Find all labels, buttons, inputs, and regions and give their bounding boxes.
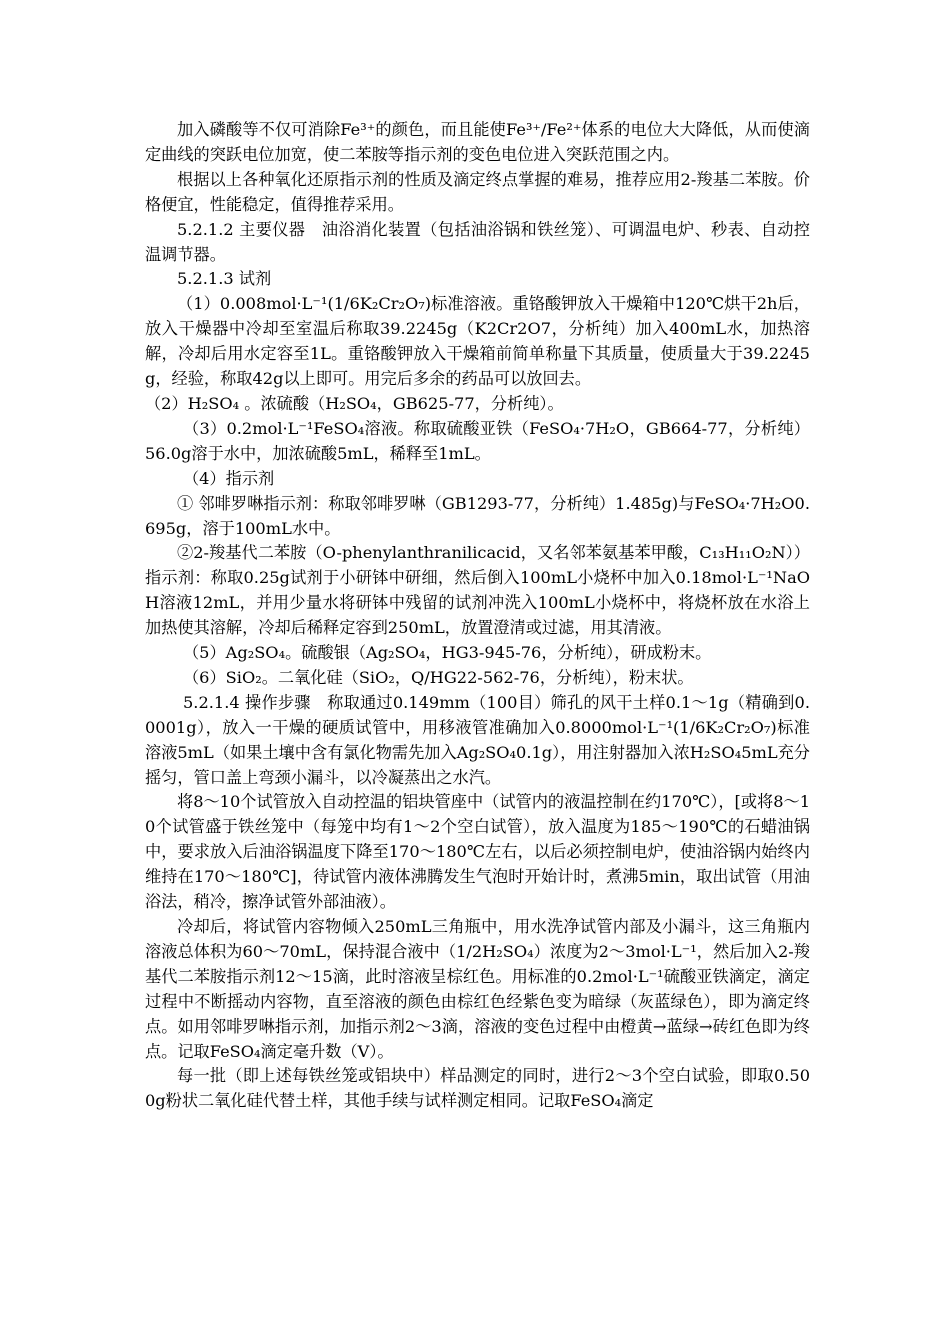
paragraph-indicator-recommendation: 根据以上各种氧化还原指示剂的性质及滴定终点掌握的难易，推荐应用2-羧基二苯胺。价格便宜，性能稳定，值得推荐采用。	[145, 169, 810, 214]
section-reagents-heading: 5.2.1.3 试剂	[177, 269, 272, 289]
reagent-6-silica: （6）SiO₂。二氧化硅（SiO₂，Q/HG22-562-76，分析纯），粉末状。	[183, 667, 694, 687]
reagent-4-indicator-heading: （4）指示剂	[183, 468, 275, 488]
section-main-instruments: 5.2.1.2 主要仪器 油浴消化装置（包括油浴锅和铁丝笼）、可调温电炉、秒表、自动控温调节器。	[145, 219, 810, 264]
paragraph-heating: 将8～10个试管放入自动控温的铝块管座中（试管内的液温控制在约170℃），[或将8～10个试管盛于铁丝笼中（每笼中均有1～2个空白试管），放入温度为185～190℃的石蜡油锅中，要求放入后油浴锅温度下降至170～180℃左右，以后必须控制电炉，使油浴锅内始终内维持在170～180℃]，待试管内液体沸腾发生气泡时开始计时，煮沸5min，取出试管（用油浴法，稍冷，擦净试管外部油液）。	[145, 792, 810, 912]
indicator-phenylanthranilic: ②2-羧基代二苯胺（O-phenylanthranilicacid，又名邻苯氨基苯甲酸，C₁₃H₁₁O₂N））指示剂：称取0.25g试剂于小研钵中研细，然后倒入100mL小烧杯中加入0.18mol·L⁻¹NaOH溶液12mL，并用少量水将研钵中残留的试剂冲洗入100mL小烧杯中，将烧杯放在水浴上加热使其溶解，冷却后稀释定容到250mL，放置澄清或过滤，用其清液。	[145, 543, 810, 638]
reagent-3-ferrous-sulfate: （3）0.2mol·L⁻¹FeSO₄溶液。称取硫酸亚铁（FeSO₄·7H₂O，GB664-77，分析纯）56.0g溶于水中，加浓硫酸5mL，稀释至1mL。	[145, 418, 810, 463]
reagent-2-sulfuric-acid: （2）H₂SO₄ 。浓硫酸（H₂SO₄，GB625-77，分析纯）。	[145, 393, 564, 413]
indicator-phenanthroline: ① 邻啡罗啉指示剂：称取邻啡罗啉（GB1293-77，分析纯）1.485g)与FeSO₄·7H₂O0.695g，溶于100mL水中。	[145, 493, 810, 538]
paragraph-phosphoric-acid: 加入磷酸等不仅可消除Fe³⁺的颜色，而且能使Fe³⁺/Fe²⁺体系的电位大大降低，从而使滴定曲线的突跃电位加宽，使二苯胺等指示剂的变色电位进入突跃范围之内。	[145, 120, 810, 164]
reagent-1-dichromate: （1）0.008mol·L⁻¹(1/6K₂Cr₂O₇)标准溶液。重铬酸钾放入干燥箱中120℃烘干2h后，放入干燥器中冷却至室温后称取39.2245g（K2Cr2O7，分析纯）加入400mL水，加热溶解，冷却后用水定容至1L。重铬酸钾放入干燥箱前简单称量下其质量，使质量大于39.2245g，经验，称取42g以上即可。用完后多余的药品可以放回去。	[145, 294, 810, 389]
document-page	[145, 118, 810, 1114]
reagent-5-silver-sulfate: （5）Ag₂SO₄。硫酸银（Ag₂SO₄，HG3-945-76，分析纯），研成粉末。	[183, 643, 712, 663]
section-procedure: 5.2.1.4 操作步骤 称取通过0.149mm（100目）筛孔的风干土样0.1～1g（精确到0.0001g），放入一干燥的硬质试管中，用移液管准确加入0.8000mol·L⁻¹(1/6K₂Cr₂O₇)标准溶液5mL（如果土壤中含有氯化物需先加入Ag₂SO₄0.1g），用注射器加入浓H₂SO₄5mL充分摇匀，管口盖上弯颈小漏斗，以冷凝蒸出之水汽。	[145, 692, 810, 787]
paragraph-titration: 冷却后，将试管内容物倾入250mL三角瓶中，用水洗净试管内部及小漏斗，这三角瓶内溶液总体积为60～70mL，保持混合液中（1/2H₂SO₄）浓度为2～3mol·L⁻¹，然后加入2-羧基代二苯胺指示剂12～15滴，此时溶液呈棕红色。用标准的0.2mol·L⁻¹硫酸亚铁滴定，滴定过程中不断摇动内容物，直至溶液的颜色由棕红色经紫色变为暗绿（灰蓝绿色），即为滴定终点。如用邻啡罗啉指示剂，加指示剂2～3滴，溶液的变色过程中由橙黄→蓝绿→砖红色即为终点。记取FeSO₄滴定毫升数（V）。	[145, 917, 810, 1061]
paragraph-blank-test: 每一批（即上述每铁丝笼或铝块中）样品测定的同时，进行2～3个空白试验，即取0.500g粉状二氧化硅代替土样，其他手续与试样测定相同。记取FeSO₄滴定	[145, 1066, 810, 1111]
